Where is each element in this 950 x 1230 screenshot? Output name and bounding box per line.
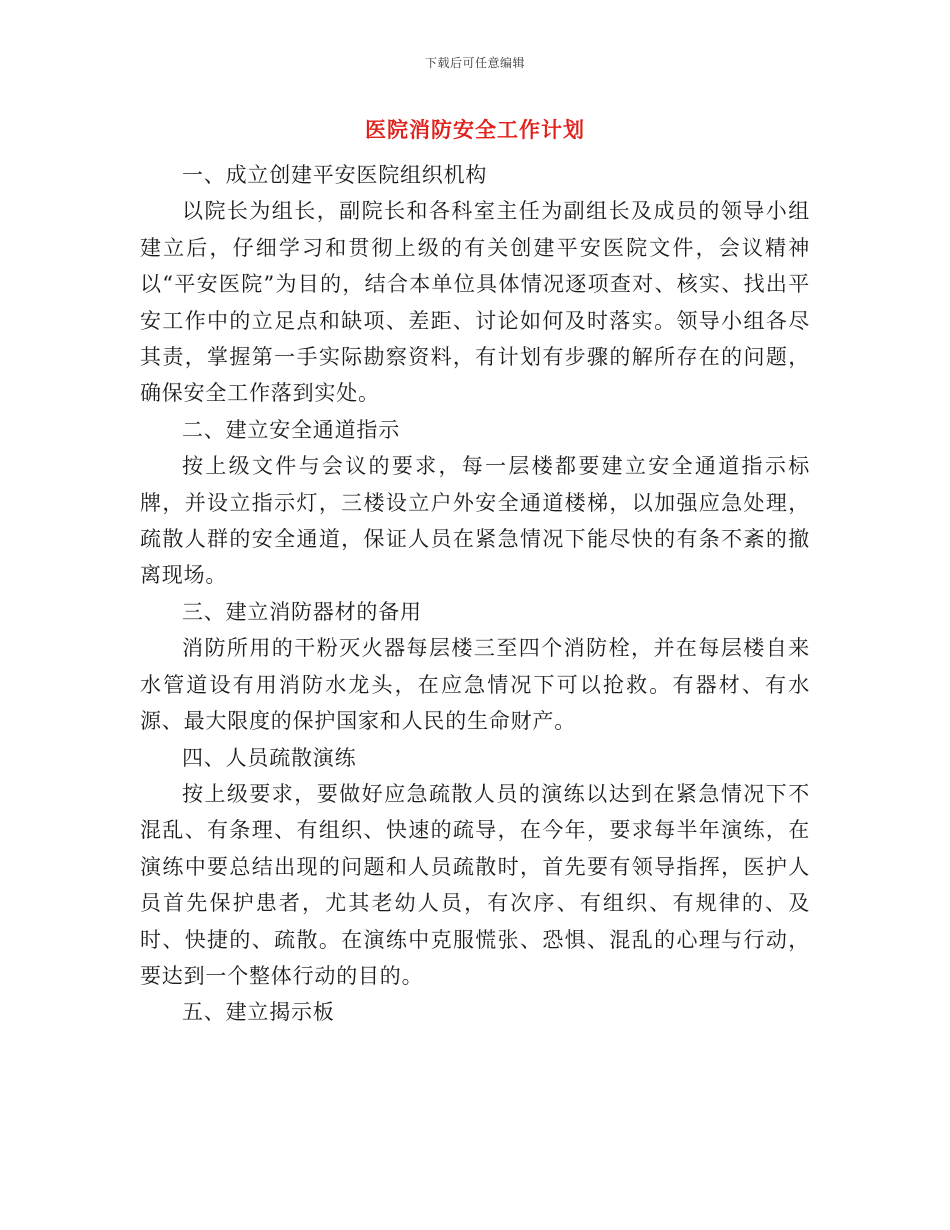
section-paragraph-1: 以院长为组长，副院长和各科室主任为副组长及成员的领导小组建立后，仔细学习和贯彻上级的有关创建平安医院文件，会议精神以“平安医院”为目的，结合本单位具体情况逐项查对、核实、找出平安工作中的立足点和缺项、差距、讨论如何及时落实。领导小组各尽其责，掌握第一手实际勘察资料，有计划有步骤的解所存在的问题，确保安全工作落到实处。 [140,199,810,406]
section-heading-3: 三、建立消防器材的备用 [182,599,422,624]
header-note: 下载后可任意编辑 [424,56,525,70]
section-heading-4: 四、人员疏散演练 [182,745,357,770]
document-title: 医院消防安全工作计划 [365,117,585,142]
section-paragraph-2: 按上级文件与会议的要求，每一层楼都要建立安全通道指示标牌，并设立指示灯，三楼设立户外安全通道楼梯，以加强应急处理，疏散人群的安全通道，保证人员在紧急情况下能尽快的有条不紊的撤离现场。 [140,454,810,588]
document-body [140,157,810,1031]
section-heading-2: 二、建立安全通道指示 [182,417,400,442]
section-paragraph-4: 按上级要求，要做好应急疏散人员的演练以达到在紧急情况下不混乱、有条理、有组织、快速的疏导，在今年，要求每半年演练，在演练中要总结出现的问题和人员疏散时，首先要有领导指挥，医护人员首先保护患者，尤其老幼人员，有次序、有组织、有规律的、及时、快捷的、疏散。在演练中克服慌张、恐惧、混乱的心理与行动，要达到一个整体行动的目的。 [140,781,810,988]
section-paragraph-3: 消防所用的干粉灭火器每层楼三至四个消防栓，并在每层楼自来水管道设有用消防水龙头，在应急情况下可以抢救。有器材、有水源、最大限度的保护国家和人民的生命财产。 [140,636,810,734]
section-heading-1: 一、成立创建平安医院组织机构 [182,163,488,187]
section-heading-5: 五、建立揭示板 [182,1000,335,1025]
